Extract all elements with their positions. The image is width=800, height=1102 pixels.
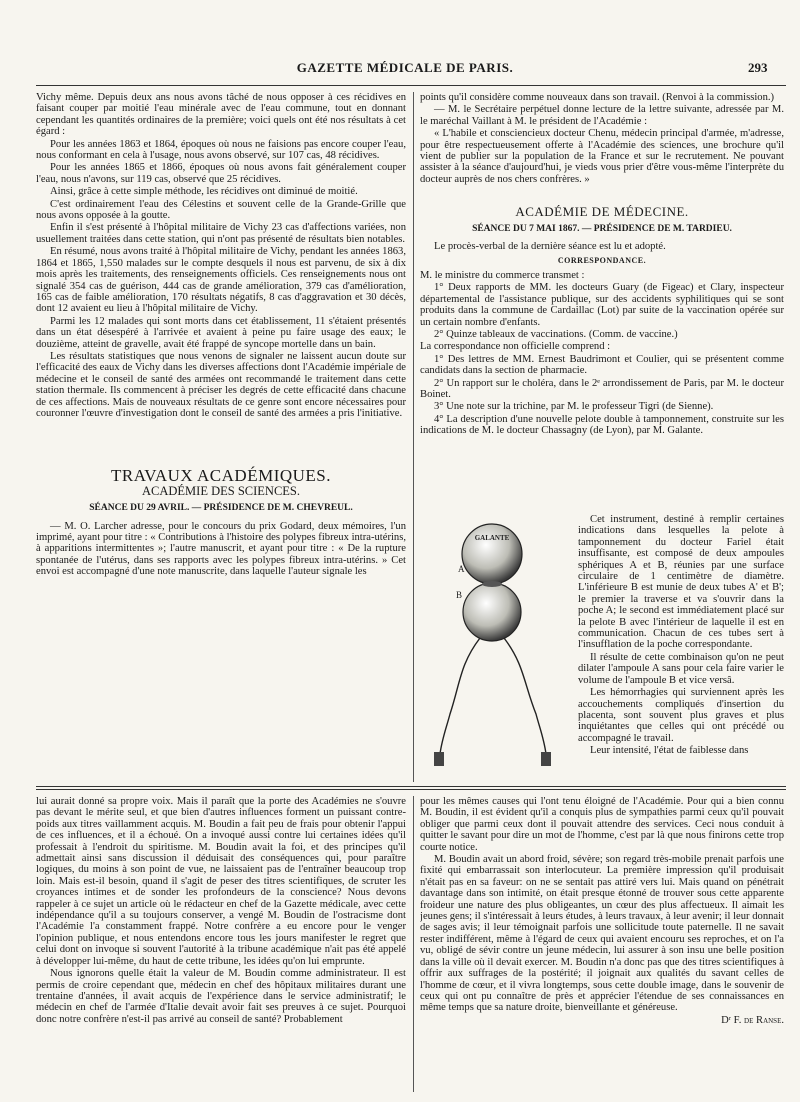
paragraph: Les hémorrhagies qui surviennent après les accouchements compliqués d'insertion du placenta, sont souvent plus graves et plus inquiétantes que celles qui ont précédé ou accompagné le travail. bbox=[578, 687, 784, 744]
bottom-right-column bbox=[420, 796, 784, 1092]
paragraph: 1° Deux rapports de MM. les docteurs Guary (de Figeac) et Clary, inspecteur départemental de l'assistance publique, sur des accidents syphilitiques qui se sont produits dans la commune de Cardaillac (Lot) par suite de la vaccination opérée sur un certain nombre d'enfants. bbox=[420, 282, 784, 328]
connecting-ring bbox=[482, 581, 502, 587]
paragraph: Il résulte de cette combinaison qu'on ne peut dilater l'ampoule A sans pour cela faire varier le volume de l'ampoule B et vice versâ. bbox=[578, 651, 784, 686]
signature: Dʳ F. de Ranse. bbox=[721, 1014, 784, 1026]
paragraph: 2° Un rapport sur le choléra, dans le 2ᵉ arrondissement de Paris, par M. le docteur Boinet. bbox=[420, 377, 784, 400]
paragraph: 4° La description d'une nouvelle pelote double à tamponnement, construite sur les indications de M. le docteur Chassagny (de Lyon), par M. Galante. bbox=[420, 413, 784, 437]
page-header bbox=[0, 60, 800, 80]
paragraph: Pour les années 1863 et 1864, époques où nous ne faisions pas encore couper l'eau, nous conformant en cela à l'usage, nous avons observé, sur 107 cas, 48 récidives. bbox=[36, 138, 406, 162]
paragraph: C'est ordinairement l'eau des Célestins et souvent celle de la Grande-Grille que nous avons opposée à la goutte. bbox=[36, 198, 406, 222]
paragraph: Cet instrument, destiné à remplir certaines indications dans lesquelles la pelote à tamponnement du docteur Fariel était insuffisante, est composé de deux ampoules sphériques A et B, réunies par une surface circulaire de 1 centimètre de diamètre. L'inférieure B est munie de deux tubes A' et B'; le premier la traverse et va s'ouvrir dans la poche A; le second est immédiatement placé sur la pelote B avec l'intérieur de laquelle il est en communication. Chacun de ces tubes sert à l'insufflation de la poche correspondante. bbox=[578, 514, 784, 651]
paragraph: Nous ignorons quelle était la valeur de M. Boudin comme administrateur. Il est permis de croire cependant que, médecin en chef des hôpitaux militaires durant une trentaine d'années, il avait acquis de l'expérience dans le service administratif; le médecin en chef de l'armée d'Italie devait avoir fait ses preuves à ce sujet. Pourquoi donc notre confrère n'est-il pas arrivé au conseil de santé? Probablement bbox=[36, 968, 406, 1025]
paragraph: Ainsi, grâce à cette simple méthode, les récidives ont diminué de moitié. bbox=[50, 186, 358, 198]
seance-heading: SÉANCE DU 7 MAI 1867. — PRÉSIDENCE DE M. TARDIEU. bbox=[472, 223, 732, 234]
paragraph: Le procès-verbal de la dernière séance est lu et adopté. bbox=[434, 241, 666, 253]
paragraph: Vichy même. Depuis deux ans nous avons tâché de nous opposer à ces récidives en faisant couper par moitié l'eau minérale avec de l'eau commune, tout en donnant cependant les quantités ordinaires de la première; voici quels ont été nos résultats à cet égard : bbox=[36, 92, 406, 138]
paragraph: « L'habile et consciencieux docteur Chenu, médecin principal d'armée, m'adresse, pour être respectueusement offerte à l'Académie des sciences, une brochure qu'il vient de publier sur la population de la France et sur le recrutement. Ne pouvant assister à la séance d'aujourd'hui, je vieds vous prier d'être vous-même l'interprète du docteur auprès de nos chers confrères. » bbox=[420, 128, 784, 185]
paragraph: Les résultats statistiques que nous venons de signaler ne laissent aucun doute sur l'efficacité des eaux de Vichy dans les diverses affections dont l'Académie impériale de médecine et le conseil de santé des armées ont recommandé le traitement dans cette station thermale. Ils commencent à préciser les degrés de cette efficacité dans chacune de ces affections. Mais de nouveaux résultats de ce genre sont encore nécessaires pour couronner l'œuvre d'investigation dont le conseil de santé des armées a pris l'initiative. bbox=[36, 350, 406, 419]
tube-left-tip bbox=[434, 752, 444, 766]
seance-heading: SÉANCE DU 29 AVRIL. — PRÉSIDENCE DE M. CHEVREUL. bbox=[89, 503, 353, 514]
paragraph: 2° Quinze tableaux de vaccinations. (Comm. de vaccine.) bbox=[434, 328, 678, 340]
paragraph: En résumé, nous avons traité à l'hôpital militaire de Vichy, pendant les années 1863, 1864 et 1865, 1,550 malades sur le compte desquels il nous est parvenu, de six à dix mois après les traitements, des renseignements officiels. Ces renseignements nous ont signalé 354 cas de guérison, 444 cas de grande amélioration, 379 cas d'amélioration, 165 cas de faible amélioration, 170 résultats négatifs, 8 cas d'aggravation et 30 décès, dont 12 avaient eu lieu à l'hôpital militaire de Vichy. bbox=[36, 246, 406, 315]
label-a: A bbox=[458, 564, 465, 574]
page-number: 293 bbox=[748, 60, 768, 75]
pelote-illustration bbox=[420, 514, 570, 774]
journal-title: GAZETTE MÉDICALE DE PARIS. bbox=[296, 60, 514, 75]
left-top-column bbox=[36, 92, 406, 782]
paragraph: 3° Une note sur la trichine, par M. le professeur Tigri (de Sienne). bbox=[434, 401, 714, 413]
section-title: ACADÉMIE DE MÉDECINE. bbox=[515, 204, 689, 220]
section-title: TRAVAUX ACADÉMIQUES. bbox=[110, 466, 331, 486]
paragraph: Enfin il s'est présenté à l'hôpital militaire de Vichy 23 cas d'affections variées, non usuellement traitées dans cette station, qui n'ont pas présenté de résultats bien notables. bbox=[36, 222, 406, 245]
bottom-left-column bbox=[36, 796, 406, 1092]
ampoule-a bbox=[462, 524, 522, 584]
tube-left bbox=[440, 638, 480, 754]
paragraph: — M. le Secrétaire perpétuel donne lecture de la lettre suivante, adressée par M. le maréchal Vaillant à M. le président de l'Académie : bbox=[420, 104, 784, 127]
paragraph: Leur intensité, l'état de faiblesse dans bbox=[590, 745, 749, 757]
subsection-title: ACADÉMIE DES SCIENCES. bbox=[142, 483, 300, 498]
correspondance-heading: CORRESPONDANCE. bbox=[557, 256, 647, 266]
paragraph: M. Boudin avait un abord froid, sévère; son regard très-mobile prenait parfois une fixité qui embarrassait son interlocuteur. La première impression qu'il produisait n'était pas en sa faveur: on ne se sentait pas attiré vers lui. Mais quand on pénétrait davantage dans son intimité, on était presque étonné de trouver sous cette apparente froideur une nature des plus obligeantes, un cœur des plus affectueux. Il aimait les jeunes gens; il s'intéressait à leurs études, à leurs travaux, à leur avenir; il leur donnait de sages avis; il leur témoignait parfois une sollicitude toute paternelle. Il ne savait rester indifférent, même à l'égard de ceux qui avaient encouru ses reproches, et on l'a vu, obligé de sévir contre un jeune médecin, lui assurer à son insu une belle position dans la ville où il devait exercer. M. Boudin n'a donc pas que des titres scientifiques à offrir aux suffrages de la postérité; il joignait aux qualités du savant celles de l'homme de cœur, et il vivra longtemps, sous cette double image, dans le souvenir de ceux qui ont pu connaître de près et apprécier l'étendue de ses connaissances en même temps que sa nature droite, bienveillante et généreuse. bbox=[420, 854, 784, 1014]
paragraph: M. le ministre du commerce transmet : bbox=[420, 269, 585, 281]
paragraph: Parmi les 12 malades qui sont morts dans cet établissement, 11 s'étaient présentés dans un état désespéré à l'arrivée et avaient à peine pu faire usage des eaux; le douzième, atteint de gravelle, avait été frappé de syncope mortelle dans un bain. bbox=[36, 315, 406, 350]
paragraph: La correspondance non officielle comprend : bbox=[420, 341, 611, 353]
paragraph: Pour les années 1865 et 1866, époques où nous avons fait généralement couper l'eau, nous n'avons, sur 119 cas, observé que 25 récidives. bbox=[36, 162, 406, 185]
label-b: B bbox=[456, 590, 463, 600]
paragraph: — M. O. Larcher adresse, pour le concours du prix Godard, deux mémoires, l'un imprimé, ayant pour titre : « Contributions à l'histoire des polypes fibreux intra-utérins, à apparitions intermittentes »; l'autre manuscrit, et ayant pour titre : « De la rupture spontanée de l'utérus, dans ses rapports avec les polypes fibreux intra-utérins. » Cet envoi est accompagné d'une note manuscrite, dans laquelle l'auteur signale les bbox=[36, 520, 406, 578]
paragraph: 1° Des lettres de MM. Ernest Baudrimont et Coulier, qui se présentent comme candidats dans la section de pharmacie. bbox=[420, 353, 784, 377]
section-rule-2 bbox=[36, 789, 786, 790]
right-top-column bbox=[420, 92, 784, 512]
paragraph: pour les mêmes causes qui l'ont tenu éloigné de l'Académie. Pour qui a bien connu M. Boudin, il est évident qu'il a conquis plus de sympathies parmi ceux qu'il pouvait obliger que parmi ceux dont il pouvait attendre des services. Ceci nous conduit à quitter le savant pour dire un mot de l'homme, c'est par là que nous finirons cette trop courte notice. bbox=[420, 796, 784, 853]
ampoule-b bbox=[463, 583, 521, 641]
figure-description-column bbox=[578, 514, 784, 758]
ball-label: GALANTE bbox=[474, 534, 510, 542]
column-divider bbox=[413, 92, 414, 782]
paragraph: points qu'il considère comme nouveaux dans son travail. (Renvoi à la commission.) bbox=[420, 92, 775, 103]
section-rule bbox=[36, 786, 786, 787]
column-divider-bottom bbox=[413, 796, 414, 1092]
paragraph: lui aurait donné sa propre voix. Mais il paraît que la porte des Académies ne s'ouvre pas devant le mérite seul, et que bien d'autres influences forment un puissant contre-poids aux titres vaillamment acquis. M. Boudin a fait peu de frais pour obtenir l'appui de ces influences, et il a échoué. On a invoqué aussi contre lui certaines idées qu'il professait à l'endroit du spiritisme. M. Boudin avait la foi, et des principes qu'il admettait ainsi sans discussion il déduisait des conséquences qui, pour paraître logiques, du moins à son point de vue, ne laissaient pas de l'entraîner beaucoup trop loin. Mais est-il besoin, quand il s'agit de peser des titres scientifiques, de scruter les croyances intimes et de sonder les profondeurs de la conscience? Nous devons rappeler à ce sujet un article où le rédacteur en chef de la Gazette médicale, avec cette indépendance qu'il a su toujours conserver, a vengé M. Boudin de l'ostracisme dont l'Académie l'a constamment frappé. Notre confrère a eu encore pour le venger l'opinion publique, et nous entendons encore tous les jours manifester le regret que celui dont on invoque si souvent l'autorité à la tribune académique n'ait pas été appelé à développer lui-même, du haut de cette tribune, les idées qu'on lui emprunte. bbox=[36, 796, 406, 967]
tube-right bbox=[504, 638, 546, 754]
header-rule bbox=[36, 85, 786, 86]
tube-right-tip bbox=[541, 752, 551, 766]
